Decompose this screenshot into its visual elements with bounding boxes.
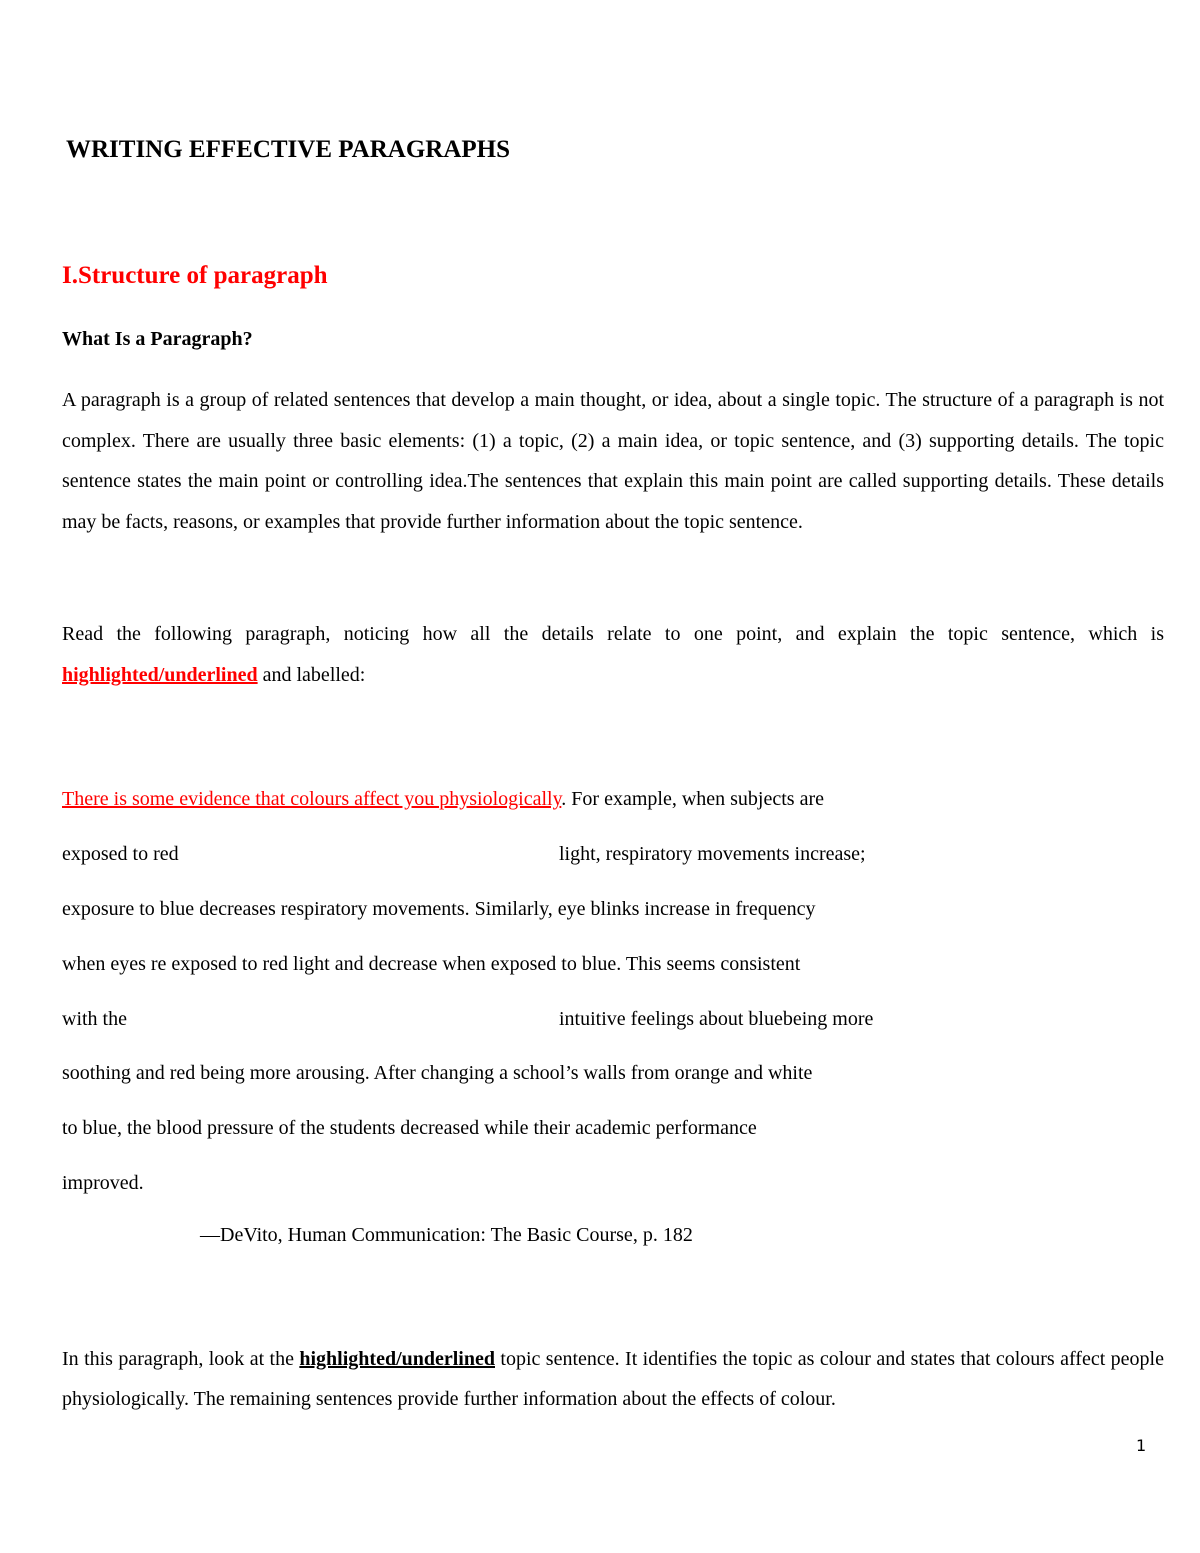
- example-line-7: to blue, the blood pressure of the students decreased while their academic performance: [62, 1117, 757, 1139]
- explanation-text: In this paragraph, look at the: [62, 1348, 300, 1370]
- example-line-4: when eyes re exposed to red light and decrease when exposed to blue. This seems consistent: [62, 953, 801, 975]
- example-line-1: [62, 788, 824, 811]
- example-line-2-left: exposed to red: [62, 843, 179, 865]
- example-line-5-right: intuitive feelings about bluebeing more: [559, 1008, 874, 1030]
- paragraph-definition: A paragraph is a group of related sentences that develop a main thought, or idea, about a single topic. The structure of a paragraph is not complex. There are usually three basic elements: (1) a topic, (2) a main idea, or topic sentence, and (3) supporting details. The topic sentence states the main point or controlling idea.The sentences that explain this main point are called supporting details. These details may be facts, reasons, or examples that provide further information about the topic sentence.: [62, 389, 1164, 533]
- example-line-8: improved.: [62, 1172, 144, 1194]
- example-line-2-right: light, respiratory movements increase;: [559, 843, 866, 865]
- highlight-label-red: highlighted/underlined: [62, 663, 258, 686]
- explanation-text-end: topic sentence. It identifies the topic as colour and states that colours affect people physiologically. The remaining sentences provide further information about the effects of colour.: [62, 1348, 1164, 1410]
- page-number: 1: [1136, 1436, 1147, 1455]
- topic-sentence: There is some evidence that colours affect you physiologically: [62, 788, 562, 810]
- example-line-1-rest: . For example, when subjects are: [561, 788, 824, 810]
- instruction-text: Read the following paragraph, noticing how all the details relate to one point, and explain the topic sentence, which is: [62, 623, 1164, 645]
- subheading: What Is a Paragraph?: [62, 328, 253, 350]
- paragraph-explanation: [62, 1339, 1164, 1419]
- example-line-3: exposure to blue decreases respiratory movements. Similarly, eye blinks increase in frequency: [62, 898, 816, 920]
- paragraph-instruction: [62, 614, 1164, 695]
- example-line-6: soothing and red being more arousing. After changing a school’s walls from orange and white: [62, 1062, 813, 1084]
- document-title: WRITING EFFECTIVE PARAGRAPHS: [66, 136, 511, 163]
- highlight-label-black: highlighted/underlined: [299, 1348, 495, 1370]
- instruction-text-end: and labelled:: [257, 663, 366, 686]
- section-heading: I.Structure of paragraph: [62, 262, 328, 289]
- example-line-5-left: with the: [62, 1008, 127, 1030]
- citation: —DeVito, Human Communication: The Basic Course, p. 182: [200, 1224, 693, 1246]
